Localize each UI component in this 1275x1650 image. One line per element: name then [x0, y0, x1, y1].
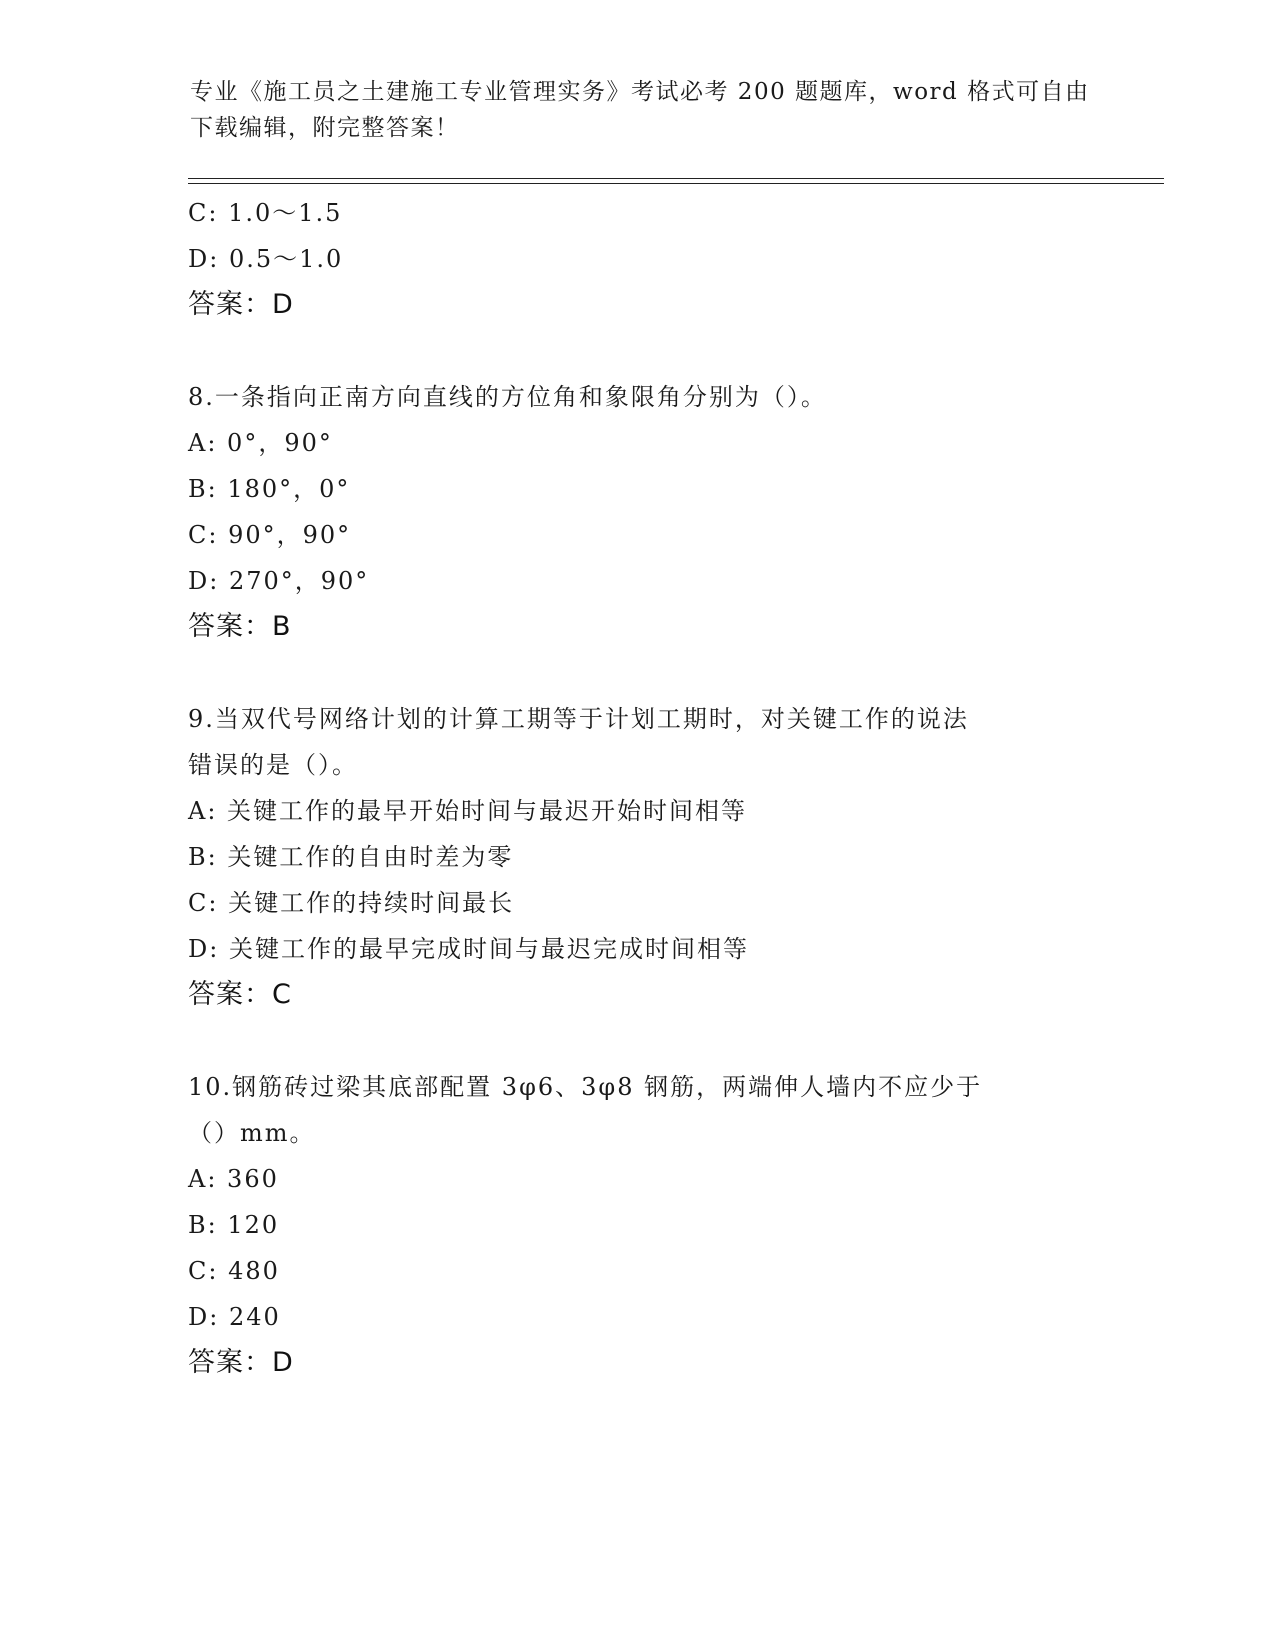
header-line-2: 下载编辑，附完整答案！ — [190, 115, 460, 141]
option-line: D: 0.5～1.0 — [188, 245, 344, 273]
option-line: D: 240 — [188, 1303, 281, 1331]
option-line: A: 关键工作的最早开始时间与最迟开始时间相等 — [188, 797, 748, 825]
spacer — [188, 1018, 1088, 1064]
option-line: C: 关键工作的持续时间最长 — [188, 889, 515, 917]
document-header — [190, 74, 1090, 146]
header-divider-bottom — [188, 183, 1164, 184]
question-stem: （）mm。 — [188, 1119, 316, 1147]
question-stem: 10.钢筋砖过梁其底部配置 3φ6、3φ8 钢筋，两端伸人墙内不应少于 — [188, 1073, 983, 1101]
document-body — [188, 190, 1088, 1386]
option-line: D: 270°，90° — [188, 567, 370, 595]
answer-line: 答案：D — [188, 1347, 294, 1378]
header-divider-top — [188, 178, 1164, 179]
option-line: B: 120 — [188, 1211, 280, 1239]
question-stem: 9.当双代号网络计划的计算工期等于计划工期时，对关键工作的说法 — [188, 705, 969, 733]
header-line-1: 专业《施工员之土建施工专业管理实务》考试必考 200 题题库，word 格式可自由 — [190, 79, 1090, 105]
answer-line: 答案：C — [188, 979, 292, 1010]
answer-line: 答案：B — [188, 611, 292, 642]
question-stem: 错误的是（）。 — [188, 751, 358, 779]
question-stem: 8.一条指向正南方向直线的方位角和象限角分别为（）。 — [188, 383, 827, 411]
question-8 — [188, 374, 1088, 650]
option-line: D: 关键工作的最早完成时间与最迟完成时间相等 — [188, 935, 749, 963]
option-line: A: 0°，90° — [188, 429, 333, 457]
question-10 — [188, 1064, 1088, 1386]
option-line: C: 90°，90° — [188, 521, 352, 549]
spacer — [188, 328, 1088, 374]
option-line: B: 180°，0° — [188, 475, 351, 503]
option-line: C: 480 — [188, 1257, 280, 1285]
option-line: A: 360 — [188, 1165, 279, 1193]
option-line: C: 1.0～1.5 — [188, 199, 343, 227]
question-9 — [188, 696, 1088, 1018]
answer-line: 答案：D — [188, 289, 294, 320]
carryover-question — [188, 190, 1088, 328]
option-line: B: 关键工作的自由时差为零 — [188, 843, 514, 871]
spacer — [188, 650, 1088, 696]
